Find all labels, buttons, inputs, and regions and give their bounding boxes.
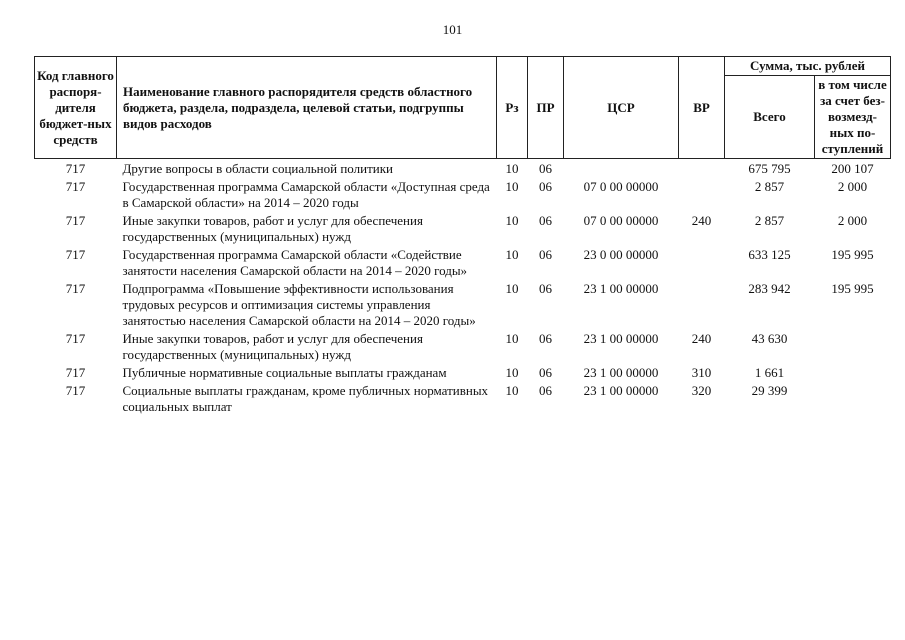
cell-csr xyxy=(564,159,679,180)
cell-pr: 06 xyxy=(539,213,552,228)
header-rz: Рз xyxy=(497,57,528,159)
table-header xyxy=(35,57,891,159)
cell-vr xyxy=(679,159,725,180)
cell-pr: 06 xyxy=(539,179,552,194)
table-row xyxy=(35,179,891,213)
cell-rz: 10 xyxy=(505,331,519,346)
cell-csr: 23 0 00 00000 xyxy=(583,247,659,262)
cell-incl: 2 000 xyxy=(837,179,868,194)
cell-name: Государственная программа Самарской области «Доступная среда в Самарской области» на 2014 – 2020 годы xyxy=(122,179,490,210)
cell-csr: 07 0 00 00000 xyxy=(583,213,659,228)
cell-incl: 2 000 xyxy=(837,213,868,228)
cell-total: 29 399 xyxy=(751,383,788,398)
cell-incl xyxy=(815,383,891,417)
cell-total: 633 125 xyxy=(748,247,791,262)
header-csr: ЦСР xyxy=(564,57,679,159)
cell-total: 43 630 xyxy=(751,331,788,346)
cell-vr xyxy=(679,179,725,213)
cell-pr: 06 xyxy=(539,247,552,262)
cell-total: 675 795 xyxy=(748,161,791,176)
cell-incl xyxy=(815,331,891,365)
cell-csr: 23 1 00 00000 xyxy=(583,281,659,296)
cell-code: 717 xyxy=(65,383,86,398)
cell-pr: 06 xyxy=(539,331,552,346)
cell-name: Социальные выплаты гражданам, кроме публичных нормативных социальных выплат xyxy=(122,383,489,414)
cell-rz: 10 xyxy=(505,365,519,380)
cell-name: Другие вопросы в области социальной политики xyxy=(122,161,393,176)
header-pr: ПР xyxy=(528,57,564,159)
cell-name: Иные закупки товаров, работ и услуг для обеспечения государственных (муниципальных) нужд xyxy=(122,331,423,362)
cell-total: 2 857 xyxy=(754,213,785,228)
cell-rz: 10 xyxy=(505,161,519,176)
header-vr: ВР xyxy=(679,57,725,159)
header-name: Наименование главного распорядителя средств областного бюджета, раздела, подраздела, целевой статьи, подгруппы видов расходов xyxy=(117,57,497,159)
cell-vr: 240 xyxy=(691,213,712,228)
table-row xyxy=(35,331,891,365)
cell-total: 2 857 xyxy=(754,179,785,194)
header-total: Всего xyxy=(725,76,815,159)
cell-rz: 10 xyxy=(505,179,519,194)
cell-vr: 310 xyxy=(691,365,712,380)
cell-code: 717 xyxy=(65,365,86,380)
cell-name: Иные закупки товаров, работ и услуг для обеспечения государственных (муниципальных) нужд xyxy=(122,213,423,244)
cell-rz: 10 xyxy=(505,281,519,296)
cell-vr xyxy=(679,281,725,331)
cell-csr: 23 1 00 00000 xyxy=(583,331,659,346)
cell-pr: 06 xyxy=(539,365,552,380)
cell-csr: 23 1 00 00000 xyxy=(583,383,659,398)
header-incl: в том числе за счет без-возмезд-ных по-ступлений xyxy=(815,76,891,159)
budget-table xyxy=(34,56,891,417)
cell-csr: 23 1 00 00000 xyxy=(583,365,659,380)
cell-vr xyxy=(679,247,725,281)
cell-csr: 07 0 00 00000 xyxy=(583,179,659,194)
page-number: 101 xyxy=(442,22,463,37)
table-row xyxy=(35,213,891,247)
cell-rz: 10 xyxy=(505,383,519,398)
cell-code: 717 xyxy=(65,247,86,262)
cell-pr: 06 xyxy=(539,161,552,176)
cell-pr: 06 xyxy=(539,281,552,296)
header-code: Код главного распоря-дителя бюджет-ных средств xyxy=(35,57,117,159)
cell-name: Подпрограмма «Повышение эффективности использования трудовых ресурсов и оптимизация системы управления занятостью населения Самарской области на 2014 – 2020 годы» xyxy=(122,281,476,328)
cell-name: Публичные нормативные социальные выплаты гражданам xyxy=(122,365,447,380)
cell-incl: 195 995 xyxy=(831,281,874,296)
table-row xyxy=(35,159,891,180)
cell-code: 717 xyxy=(65,281,86,296)
cell-vr: 240 xyxy=(691,331,712,346)
table-row xyxy=(35,247,891,281)
cell-name: Государственная программа Самарской области «Содействие занятости населения Самарской области на 2014 – 2020 годы» xyxy=(122,247,468,278)
table-row xyxy=(35,383,891,417)
cell-code: 717 xyxy=(65,179,86,194)
cell-vr: 320 xyxy=(691,383,712,398)
cell-incl: 195 995 xyxy=(831,247,874,262)
cell-incl: 200 107 xyxy=(831,161,874,176)
table-body xyxy=(35,159,891,418)
cell-pr: 06 xyxy=(539,383,552,398)
cell-total: 283 942 xyxy=(748,281,791,296)
cell-rz: 10 xyxy=(505,247,519,262)
table-row xyxy=(35,365,891,383)
table-row xyxy=(35,281,891,331)
header-sum: Сумма, тыс. рублей xyxy=(725,57,891,76)
cell-code: 717 xyxy=(65,213,86,228)
cell-incl xyxy=(815,365,891,383)
cell-rz: 10 xyxy=(505,213,519,228)
cell-code: 717 xyxy=(65,331,86,346)
cell-total: 1 661 xyxy=(754,365,785,380)
cell-code: 717 xyxy=(65,161,86,176)
